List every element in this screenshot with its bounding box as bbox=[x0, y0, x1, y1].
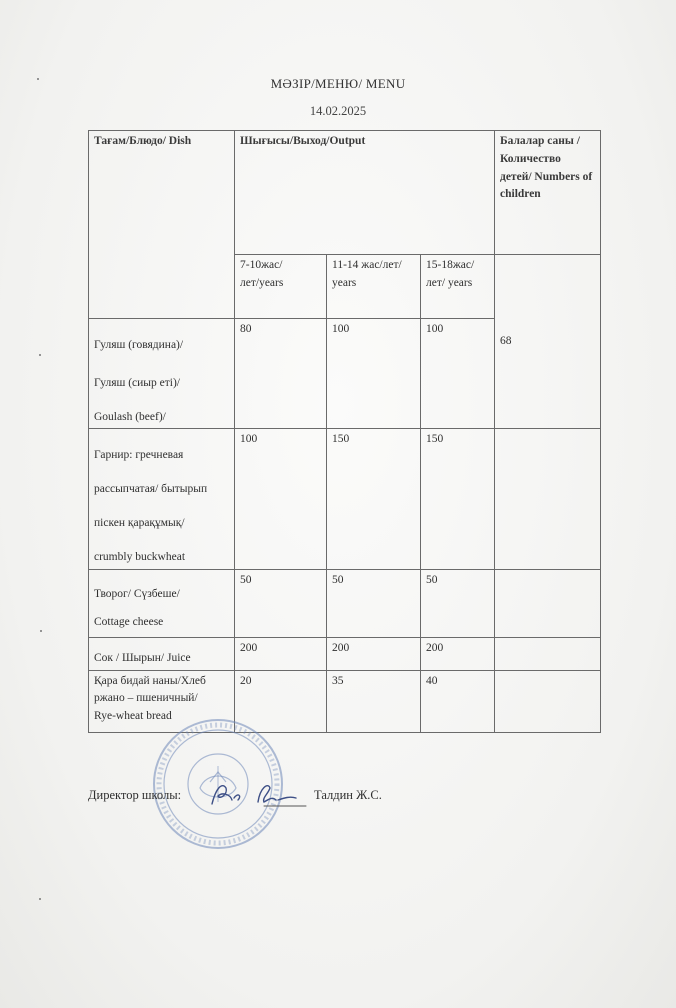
output-cell: 80 bbox=[235, 319, 327, 429]
table-header-row bbox=[89, 131, 601, 255]
dish-cell bbox=[89, 637, 235, 670]
output-cell: 40 bbox=[421, 670, 495, 732]
director-label: Директор школы: bbox=[88, 788, 182, 802]
dish-line: ржано – пшеничный/ bbox=[94, 692, 198, 705]
output-cell: 20 bbox=[235, 670, 327, 732]
dish-line: Goulash (beef)/ bbox=[94, 410, 166, 423]
output-cell: 50 bbox=[421, 569, 495, 637]
output-cell: 100 bbox=[235, 429, 327, 569]
director-name: Талдин Ж.С. bbox=[314, 788, 382, 802]
dish-line: піскен қарақұмық/ bbox=[94, 517, 185, 530]
empty-cell bbox=[495, 670, 601, 732]
scan-speck bbox=[39, 898, 41, 900]
header-dish: Тағам/Блюдо/ Dish bbox=[89, 131, 235, 319]
output-cell: 100 bbox=[327, 319, 421, 429]
dish-cell bbox=[89, 319, 235, 429]
empty-cell bbox=[495, 637, 601, 670]
output-cell: 150 bbox=[421, 429, 495, 569]
children-count: 68 bbox=[495, 255, 601, 429]
output-cell: 150 bbox=[327, 429, 421, 569]
scan-speck bbox=[37, 78, 39, 80]
output-cell: 200 bbox=[327, 637, 421, 670]
empty-cell bbox=[495, 429, 601, 569]
dish-line: Гуляш (сиыр еті)/ bbox=[94, 376, 181, 389]
dish-line: crumbly buckwheat bbox=[94, 550, 186, 563]
dish-line: Қара бидай наны/Хлеб bbox=[94, 674, 206, 687]
header-age-15-18: 15-18жас/лет/ years bbox=[421, 255, 495, 319]
header-children: Балалар саны /Количество детей/ Numbers of children bbox=[495, 131, 601, 255]
dish-line: Rye-wheat bread bbox=[94, 710, 172, 723]
table-row bbox=[89, 637, 601, 670]
dish-line: Сок / Шырын/ Juice bbox=[94, 651, 191, 664]
scan-speck bbox=[40, 630, 42, 632]
output-cell: 35 bbox=[327, 670, 421, 732]
header-output: Шығысы/Выход/Output bbox=[235, 131, 495, 255]
dish-cell bbox=[89, 429, 235, 569]
scan-speck bbox=[39, 354, 41, 356]
dish-line: Гарнир: гречневая bbox=[94, 449, 184, 462]
dish-line: рассыпчатая/ бытырып bbox=[94, 483, 208, 496]
dish-line: Творог/ Сүзбеше/ bbox=[94, 587, 180, 600]
dish-cell bbox=[89, 569, 235, 637]
menu-date: 14.02.2025 bbox=[309, 104, 367, 118]
output-cell: 50 bbox=[235, 569, 327, 637]
header-age-7-10: 7-10жас/лет/years bbox=[235, 255, 327, 319]
output-cell: 100 bbox=[421, 319, 495, 429]
table-row bbox=[89, 569, 601, 637]
table-row bbox=[89, 429, 601, 569]
director-signature-row bbox=[88, 786, 608, 810]
output-cell: 200 bbox=[235, 637, 327, 670]
director-signature bbox=[206, 778, 310, 812]
output-cell: 50 bbox=[327, 569, 421, 637]
output-cell: 200 bbox=[421, 637, 495, 670]
menu-table bbox=[88, 130, 601, 733]
menu-title: МӘЗІР/МЕНЮ/ MENU bbox=[270, 76, 406, 91]
dish-line: Гуляш (говядина)/ bbox=[94, 339, 184, 351]
empty-cell bbox=[495, 569, 601, 637]
dish-line: Cottage cheese bbox=[94, 615, 164, 628]
header-age-11-14: 11-14 жас/лет/ years bbox=[327, 255, 421, 319]
